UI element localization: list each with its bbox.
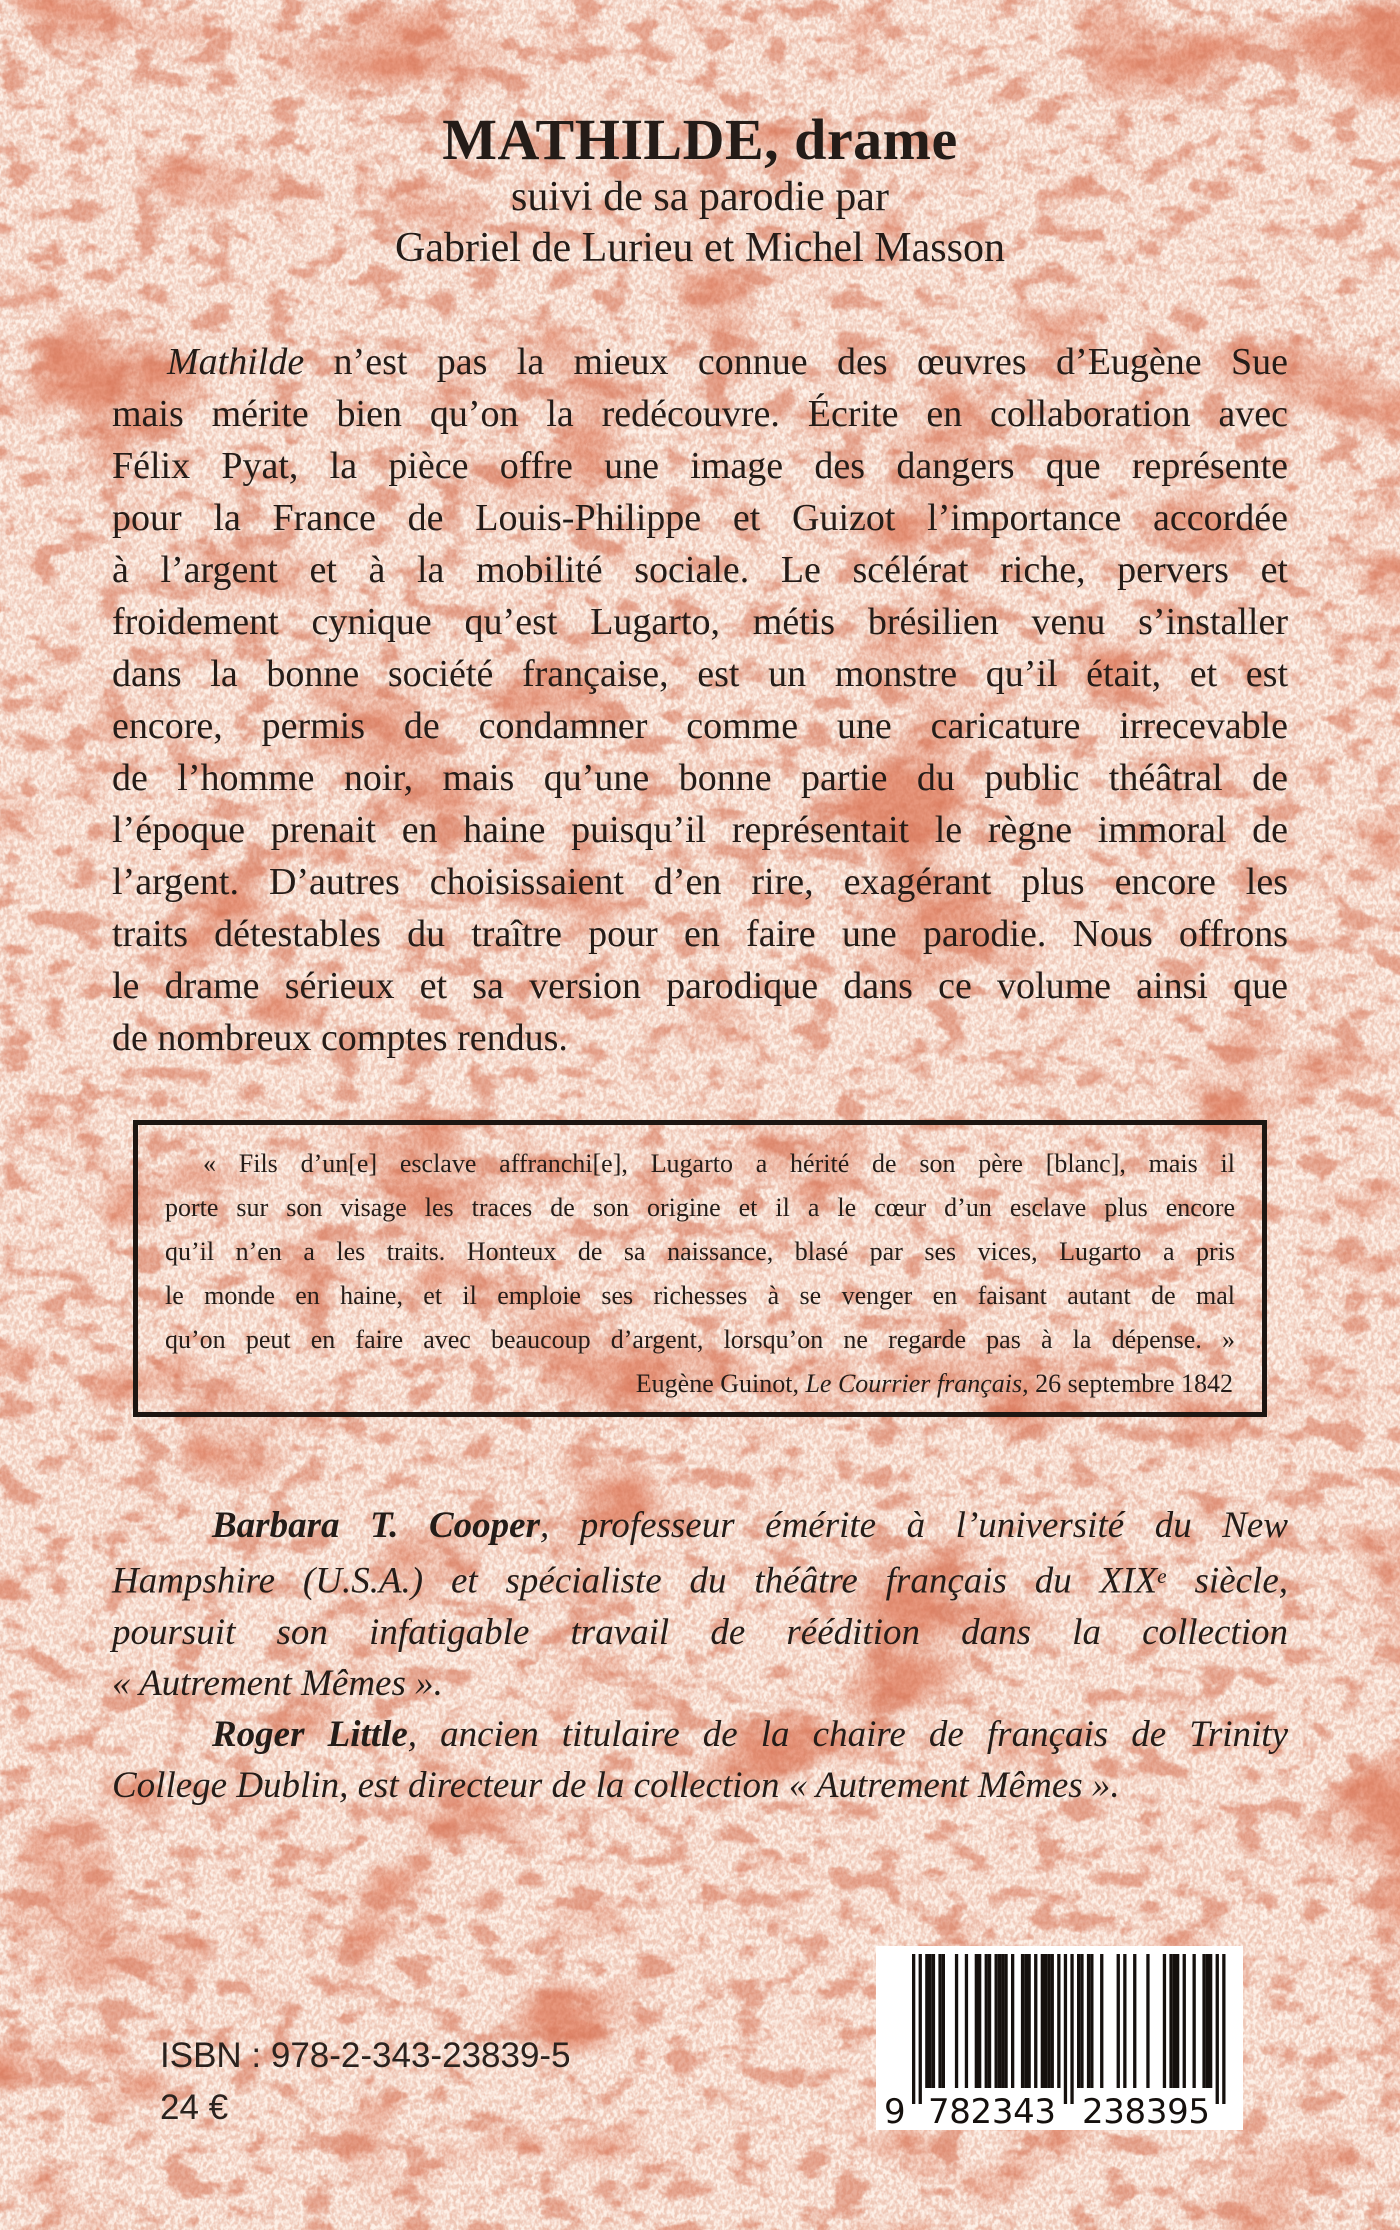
quote-line: porte sur son visage les traces de son origine et il a le cœur d’un esclave plus encore <box>165 1193 1235 1222</box>
synopsis-line: l’argent. D’autres choisissaient d’en rire, exagérant plus encore les <box>112 861 1288 903</box>
barcode-svg <box>876 1946 1243 2130</box>
bio-cooper-line: Barbara T. Cooper, professeur émérite à l’université du New <box>212 1505 1289 1546</box>
quote-line: « Fils d’un[e] esclave affranchi[e], Lugarto a hérité de son père [blanc], mais il <box>203 1149 1235 1178</box>
barcode-digits-left: 782343 <box>928 2092 1056 2130</box>
synopsis-line: l’époque prenait en haine puisqu’il représentait le règne immoral de <box>112 809 1288 851</box>
synopsis-line: le drame sérieux et sa version parodique dans ce volume ainsi que <box>112 965 1288 1007</box>
superscript-e: e <box>1157 1564 1167 1588</box>
bio-little-line: Roger Little, ancien titulaire de la chaire de français de Trinity <box>212 1713 1288 1755</box>
synopsis-line: de nombreux comptes rendus. <box>112 1017 568 1059</box>
bio-cooper-line: Hampshire (U.S.A.) et spécialiste du théâtre français du XIXe siècle, <box>112 1560 1288 1602</box>
barcode-bars <box>912 1954 1226 2104</box>
title-block <box>0 108 1400 274</box>
bio-little-line: College Dublin, est directeur de la collection « Autrement Mêmes ». <box>112 1764 1120 1806</box>
author-name-cooper: Barbara T. Cooper <box>212 1505 540 1546</box>
quote-line: qu’on peut en faire avec beaucoup d’argent, lorsqu’on ne regarde pas à la dépense. » <box>165 1325 1235 1354</box>
bio-cooper-line: « Autrement Mêmes ». <box>112 1662 443 1704</box>
subtitle-line-2: Gabriel de Lurieu et Michel Masson <box>395 225 1005 271</box>
isbn-label: ISBN : 978-2-343-23839-5 <box>160 2036 571 2075</box>
barcode-digit-first: 9 <box>884 2092 906 2130</box>
bio-cooper-line: poursuit son infatigable travail de réédition dans la collection <box>112 1611 1288 1653</box>
author-bios <box>112 1500 1288 1811</box>
quote-line: qu’il n’en a les traits. Honteux de sa naissance, blasé par ses vices, Lugarto a pris <box>165 1237 1235 1266</box>
synopsis-line: traits détestables du traître pour en faire une parodie. Nous offrons <box>112 913 1288 955</box>
press-quote-box <box>133 1120 1267 1417</box>
subtitle-line-1: suivi de sa parodie par <box>511 174 889 220</box>
author-name-little: Roger Little <box>212 1713 408 1755</box>
synopsis-line: dans la bonne société française, est un monstre qu’il était, et est <box>112 653 1288 695</box>
synopsis-line: de l’homme noir, mais qu’une bonne partie du public théâtral de <box>112 757 1288 799</box>
synopsis <box>112 336 1288 1064</box>
synopsis-line: à l’argent et à la mobilité sociale. Le scélérat riche, pervers et <box>112 549 1288 591</box>
synopsis-line: froidement cynique qu’est Lugarto, métis brésilien venu s’installer <box>112 601 1288 643</box>
synopsis-line: Mathilde n’est pas la mieux connue des œuvres d’Eugène Sue <box>167 341 1288 383</box>
quote-attribution: Eugène Guinot, Le Courrier français, 26 septembre 1842 <box>635 1369 1233 1398</box>
quote-source-title: Le Courrier français <box>805 1369 1023 1398</box>
barcode <box>876 1946 1243 2130</box>
price-label: 24 € <box>160 2088 229 2127</box>
book-title: MATHILDE, drame <box>442 107 958 172</box>
quote-line: le monde en haine, et il emploie ses richesses à se venger en faisant autant de mal <box>165 1281 1235 1310</box>
synopsis-lead-italic: Mathilde <box>167 341 305 383</box>
synopsis-line: encore, permis de condamner comme une caricature irrecevable <box>112 705 1288 747</box>
synopsis-line: mais mérite bien qu’on la redécouvre. Écrite en collaboration avec <box>112 393 1288 435</box>
synopsis-line: pour la France de Louis-Philippe et Guizot l’importance accordée <box>112 497 1288 539</box>
synopsis-line: Félix Pyat, la pièce offre une image des dangers que représente <box>112 445 1288 487</box>
barcode-digits-right: 238395 <box>1082 2092 1210 2130</box>
